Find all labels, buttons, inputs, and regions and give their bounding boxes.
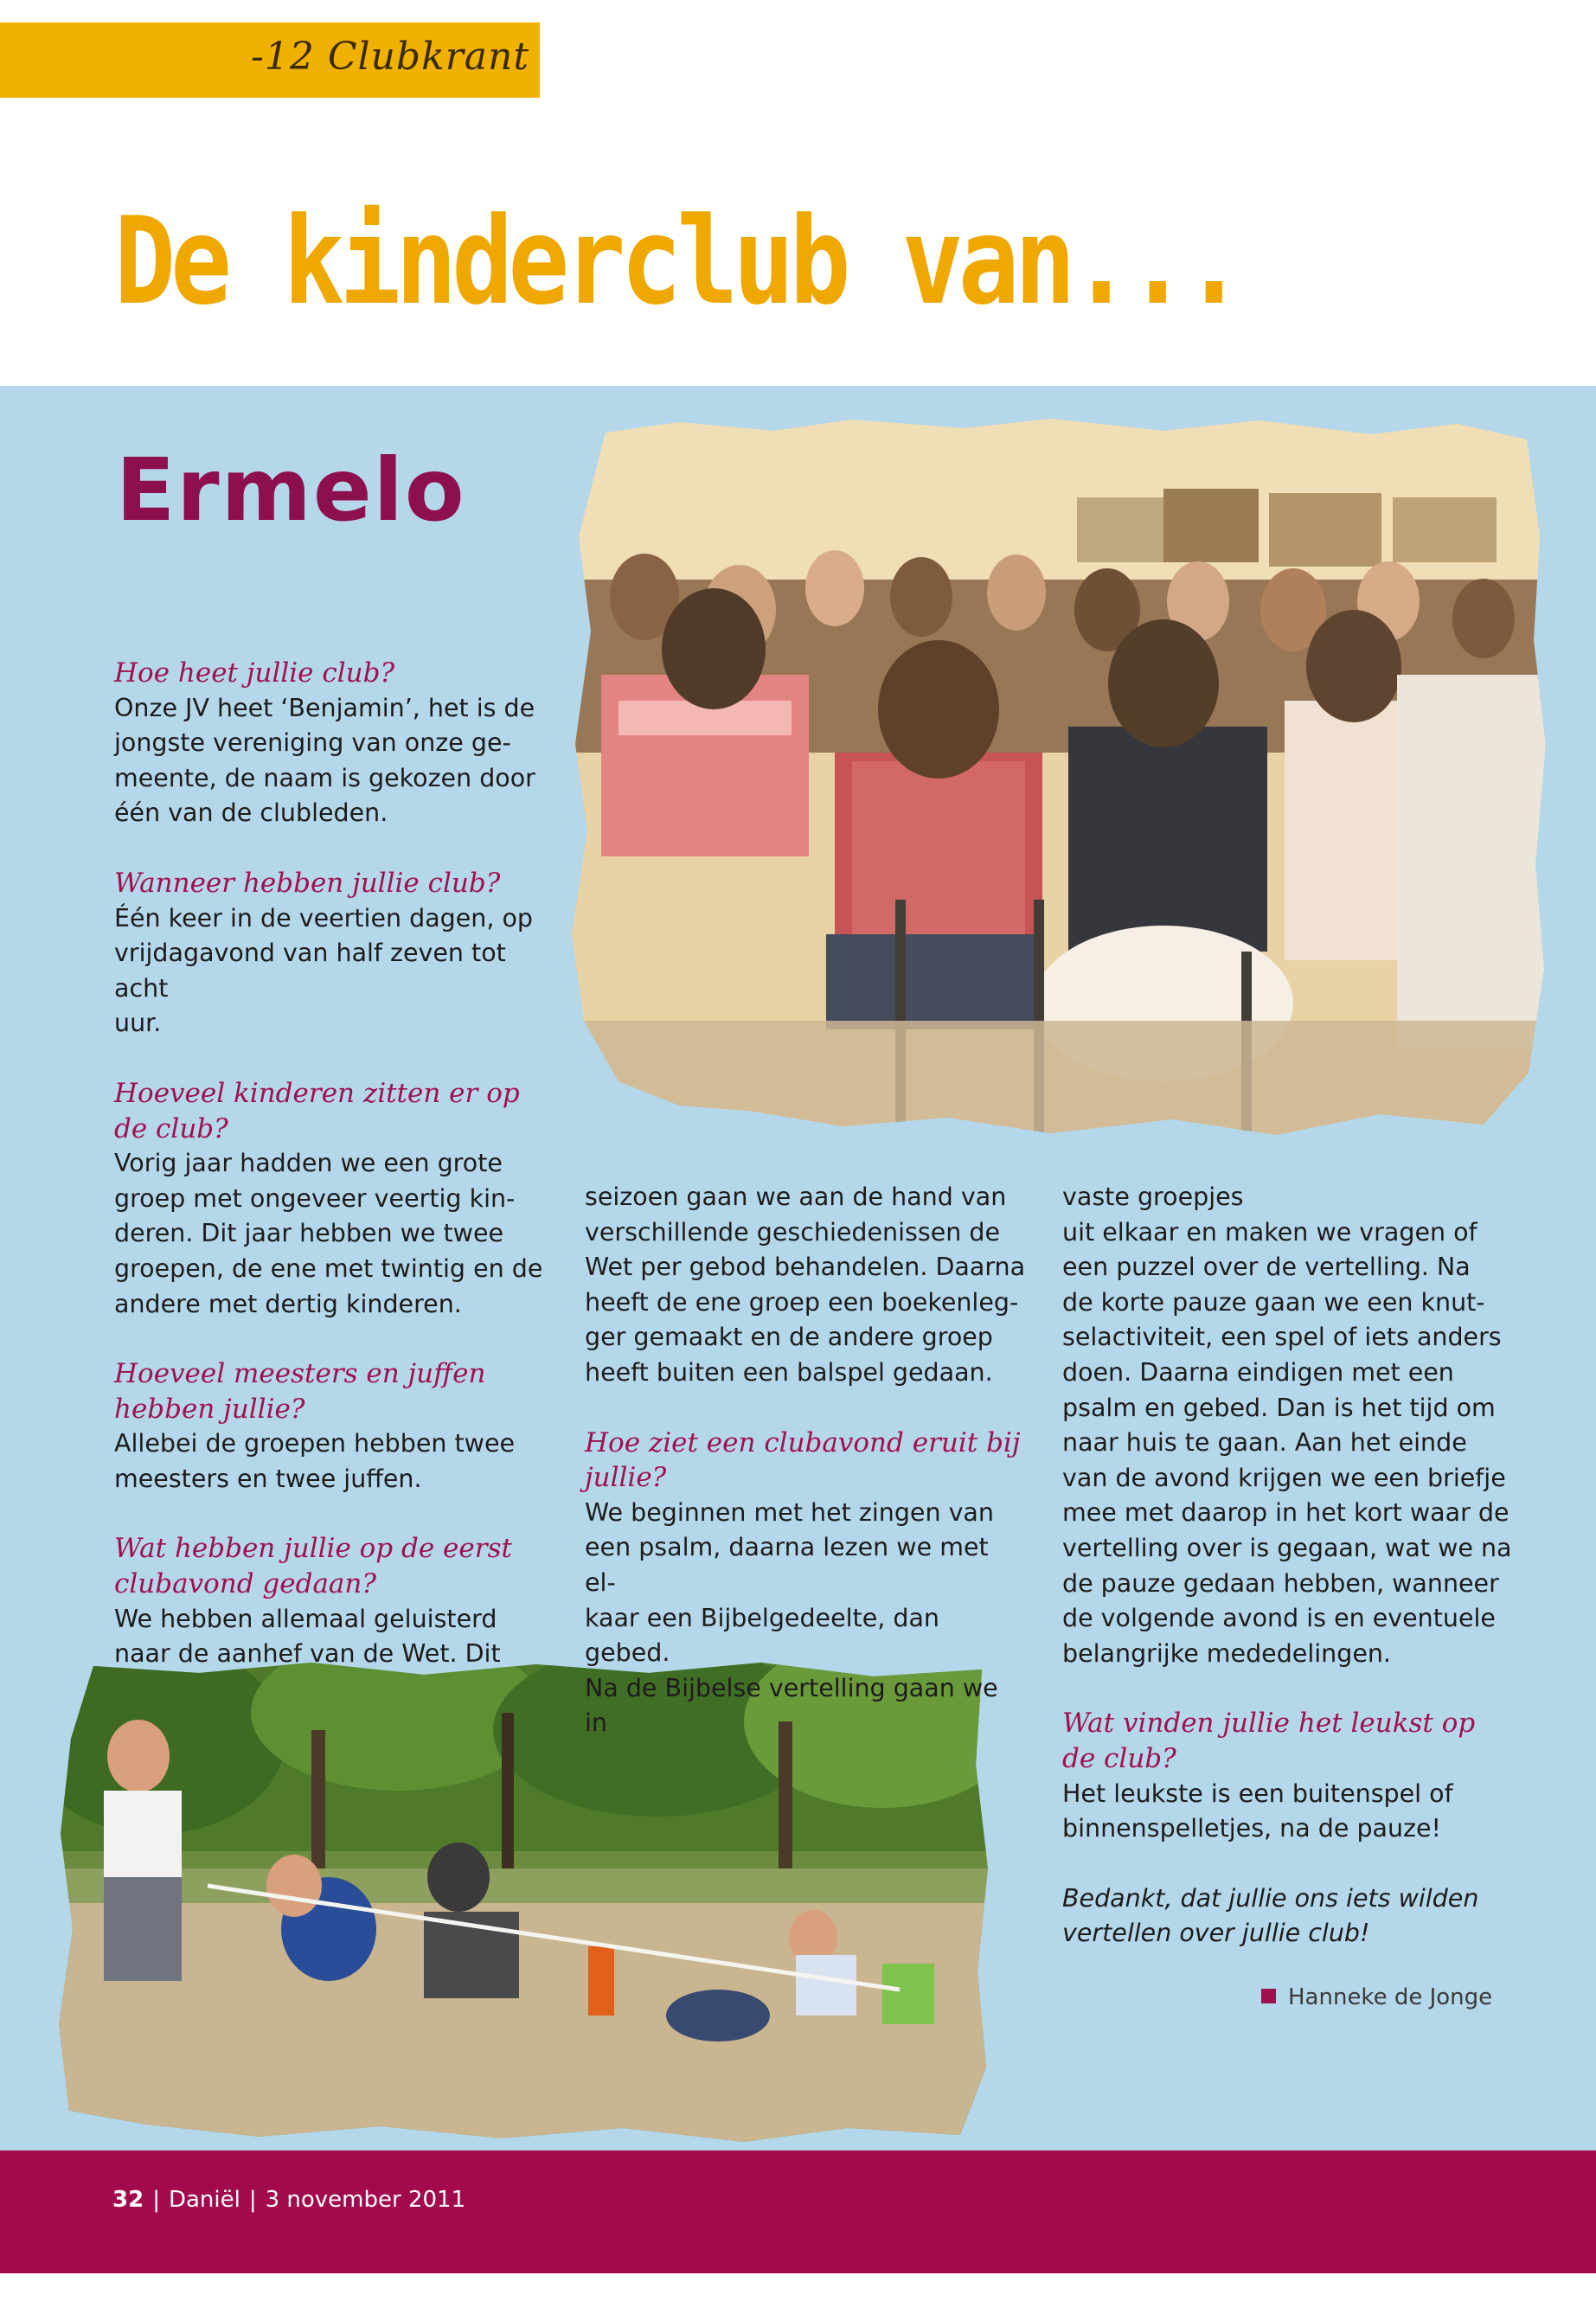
answer-line: uit elkaar en maken we vragen of xyxy=(1062,1217,1477,1247)
answer-line: Vorig jaar hadden we een grote xyxy=(114,1149,503,1178)
article-subtitle: Ermelo xyxy=(116,439,466,541)
magazine-name: Daniël xyxy=(168,2187,240,2213)
question-leaders: hebben jullie? xyxy=(114,1393,305,1425)
answer-line: uur. xyxy=(114,1009,162,1038)
answer-line: Het leukste is een buitenspel of xyxy=(1062,1779,1453,1808)
photo-club-audience xyxy=(567,415,1548,1142)
answer-line: mee met daarop in het kort waar de xyxy=(1062,1498,1509,1528)
question-children: Hoeveel kinderen zitten er op xyxy=(114,1077,520,1109)
answer-line: We hebben allemaal geluisterd xyxy=(114,1604,497,1633)
answer-line: verschillende geschiedenissen de xyxy=(585,1217,1000,1247)
answer-line: de korte pauze gaan we een knut- xyxy=(1062,1287,1485,1317)
question-favourite: Wat vinden jullie het leukst op xyxy=(1062,1708,1476,1740)
answer-line: kaar een Bijbelgedeelte, dan gebed. xyxy=(585,1603,939,1668)
answer-line: doen. Daarna eindigen met een xyxy=(1062,1357,1454,1387)
answer-line: Na de Bijbelse vertelling gaan we in xyxy=(585,1673,998,1738)
answer-line: belangrijke mededelingen. xyxy=(1062,1638,1391,1668)
answer-line: meente, de naam is gekozen door xyxy=(114,763,535,792)
answer-line: Één keer in de veertien dagen, op xyxy=(114,903,534,933)
answer-line: jongste vereniging van onze ge- xyxy=(114,728,511,758)
article-column-2 xyxy=(585,1180,1026,1741)
credit-square-icon xyxy=(1261,1989,1276,2003)
question-first-evening: clubavond gedaan? xyxy=(114,1568,376,1600)
answer-line: Onze JV heet ‘Benjamin’, het is de xyxy=(114,693,535,722)
answer-line: vrijdagavond van half zeven tot acht xyxy=(114,939,506,1003)
footer-info xyxy=(112,2187,465,2213)
answer-line: selactiviteit, een spel of iets anders xyxy=(1062,1323,1502,1352)
page-footer xyxy=(0,2150,1596,2273)
section-tag xyxy=(0,22,540,98)
thanks-line: Bedankt, dat jullie ons iets wilden xyxy=(1062,1883,1479,1913)
article-column-3 xyxy=(1062,1180,1512,1952)
article-column-1 xyxy=(114,656,547,1672)
question-leaders: Hoeveel meesters en juffen xyxy=(114,1358,486,1390)
answer-line: een puzzel over de vertelling. Na xyxy=(1062,1253,1471,1282)
answer-line: deren. Dit jaar hebben we twee xyxy=(114,1219,504,1248)
answer-line: van de avond krijgen we een briefje xyxy=(1062,1463,1506,1492)
answer-line: groepen, de ene met twintig en de xyxy=(114,1253,543,1283)
footer-divider: | xyxy=(152,2187,160,2213)
answer-line: heeft de ene groep een boekenleg- xyxy=(585,1287,1019,1317)
answer-line: We beginnen met het zingen van xyxy=(585,1497,994,1527)
answer-line: de volgende avond is en eventuele xyxy=(1062,1604,1496,1633)
section-label: -12 Clubkrant xyxy=(251,35,530,79)
question-when: Wanneer hebben jullie club? xyxy=(114,867,501,899)
answer-line: vertelling over is gegaan, wat we na xyxy=(1062,1533,1512,1562)
answer-line: naar huis te gaan. Aan het einde xyxy=(1062,1428,1467,1458)
answer-line: andere met dertig kinderen. xyxy=(114,1289,462,1318)
question-club-name: Hoe heet jullie club? xyxy=(114,657,395,689)
answer-line: vaste groepjes xyxy=(1062,1183,1244,1211)
answer-line: Wet per gebod behandelen. Daarna xyxy=(585,1253,1026,1282)
answer-line: groep met ongeveer veertig kin- xyxy=(114,1183,516,1213)
question-club-evening: jullie? xyxy=(585,1462,667,1494)
question-club-evening: Hoe ziet een clubavond eruit bij xyxy=(585,1426,1021,1458)
question-first-evening: Wat hebben jullie op de eerst xyxy=(114,1533,512,1565)
footer-divider: | xyxy=(248,2187,257,2213)
answer-line: binnenspelletjes, na de pauze! xyxy=(1062,1814,1441,1843)
question-children: de club? xyxy=(114,1112,228,1144)
page-title: De kinderclub van... xyxy=(114,190,1240,332)
author-credit xyxy=(1261,1984,1492,2010)
author-name: Hanneke de Jonge xyxy=(1288,1984,1493,2010)
answer-line: heeft buiten een balspel gedaan. xyxy=(585,1357,993,1387)
answer-line: Allebei de groepen hebben twee xyxy=(114,1429,516,1458)
thanks-line: vertellen over jullie club! xyxy=(1062,1919,1370,1948)
page-number: 32 xyxy=(112,2187,144,2213)
answer-line: seizoen gaan we aan de hand van xyxy=(585,1183,1007,1211)
answer-line: naar de aanhef van de Wet. Dit xyxy=(114,1639,501,1669)
issue-date: 3 november 2011 xyxy=(265,2187,466,2213)
answer-line: ger gemaakt en de andere groep xyxy=(585,1323,993,1352)
answer-line: meesters en twee juffen. xyxy=(114,1464,422,1493)
answer-line: een psalm, daarna lezen we met el- xyxy=(585,1533,989,1597)
answer-line: psalm en gebed. Dan is het tijd om xyxy=(1062,1393,1496,1422)
answer-line: één van de clubleden. xyxy=(114,798,388,828)
question-favourite: de club? xyxy=(1062,1742,1176,1774)
answer-line: de pauze gedaan hebben, wanneer xyxy=(1062,1568,1499,1598)
